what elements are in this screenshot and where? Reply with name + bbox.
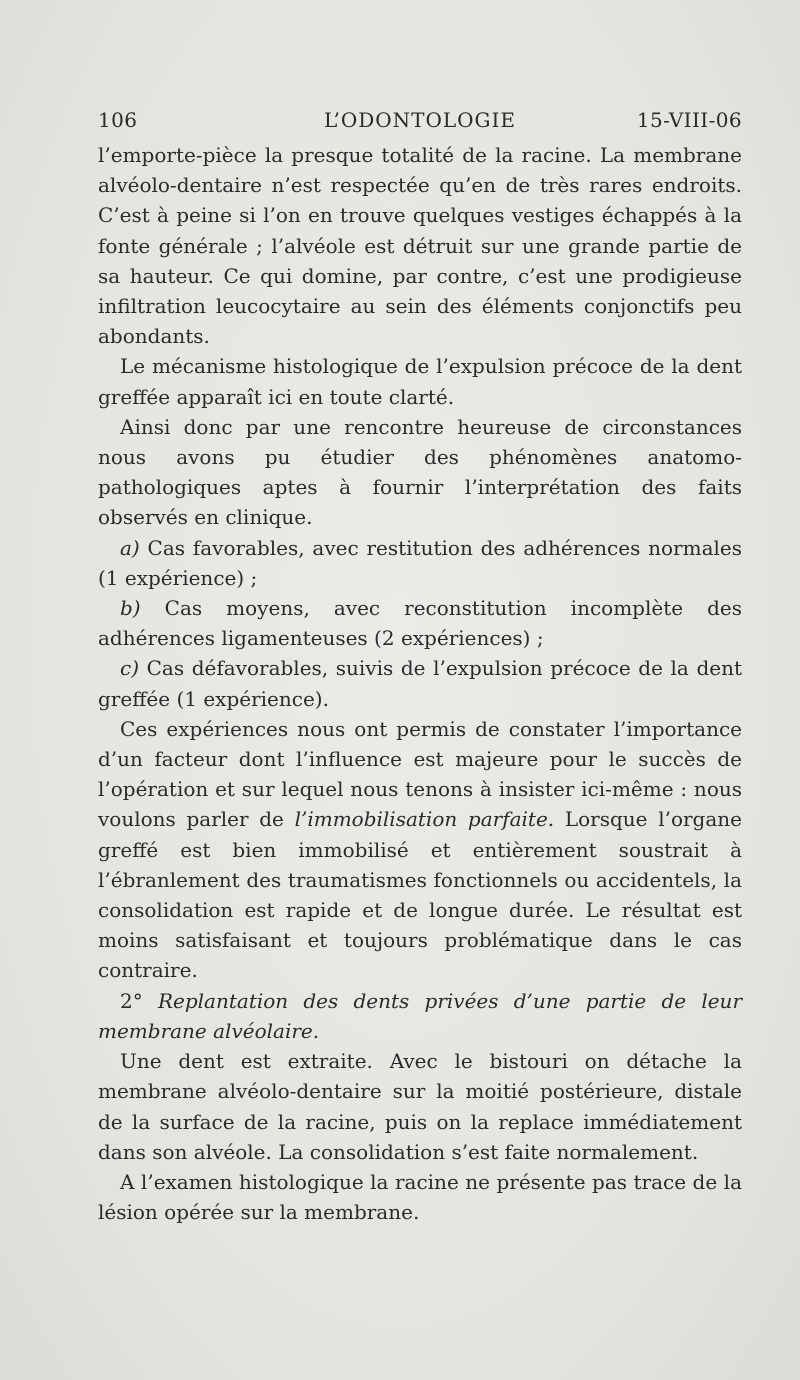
list-item-text: Cas favorables, avec restitution des adhérences normales (1 expérience) ;	[98, 535, 743, 590]
paragraph-text: Lorsque l’organe greffé est bien immobilisé et entièrement soustrait à l’ébranlement des traumatismes fonctionnels ou accidentels, la consolidation est rapide et de longue durée. Le résultat est moins satisfaisant et toujours problématique dans le cas contraire.	[98, 807, 743, 983]
paragraph: A l’examen histologique la racine ne présente pas trace de la lésion opérée sur la membrane.	[98, 1169, 742, 1225]
paragraph: Une dent est extraite. Avec le bistouri on détache la membrane alvéolo-dentaire sur la moitié postérieure, distale de la surface de la racine, puis on la replace immédiatement dans son alvéole. La consolidation s’est faite normalement.	[98, 1049, 742, 1164]
section-number: 2°	[120, 988, 143, 1013]
paragraph: Le mécanisme histologique de l’expulsion précoce de la dent greffée apparaît ici en toute clarté.	[98, 354, 742, 409]
page-header	[98, 108, 742, 138]
list-item-b	[98, 593, 742, 653]
page-number: 106	[98, 108, 138, 132]
page-body	[98, 140, 742, 1227]
list-item-a	[98, 533, 742, 593]
emphasis-text: l’immobilisation parfaite.	[294, 807, 555, 832]
list-item-c	[98, 653, 742, 713]
paragraph-text: Ces expériences nous ont permis de constater l’importance d’un facteur dont l’influence est majeure pour le succès de l’opération et sur lequel nous tenons à insister ici-même : nous voulons parler de	[98, 716, 742, 832]
section-heading	[98, 986, 742, 1046]
paragraph: l’emporte-pièce la presque totalité de la racine. La membrane alvéolo-dentaire n’est respectée qu’en de très rares endroits. C’est à peine si l’on en trouve quelques vestiges échappés à la fonte générale ; l’alvéole est détruit sur une grande partie de sa hauteur. Ce qui domine, par contre, c’est une prodigieuse infiltration leucocytaire au sein des éléments conjonctifs peu abondants.	[98, 143, 742, 349]
section-title: Replantation des dents privées d’une partie de leur membrane alvéolaire.	[98, 988, 743, 1043]
list-item-text: Cas moyens, avec reconstitution incomplète des adhérences ligamenteuses (2 expériences) ;	[98, 596, 743, 651]
journal-title: L’ODONTOLOGIE	[323, 108, 517, 132]
paragraph: Ainsi donc par une rencontre heureuse de circonstances nous avons pu étudier des phénomènes anatomo-pathologiques aptes à fournir l’interprétation des faits observés en clinique.	[98, 414, 742, 530]
paragraph	[98, 714, 742, 986]
list-item-label: c)	[120, 656, 140, 681]
issue-date: 15-VIII-06	[636, 108, 742, 132]
list-item-text: Cas défavorables, suivis de l’expulsion précoce de la dent greffée (1 expérience).	[98, 656, 743, 711]
list-item-label: a)	[120, 535, 140, 560]
list-item-label: b)	[120, 596, 141, 621]
